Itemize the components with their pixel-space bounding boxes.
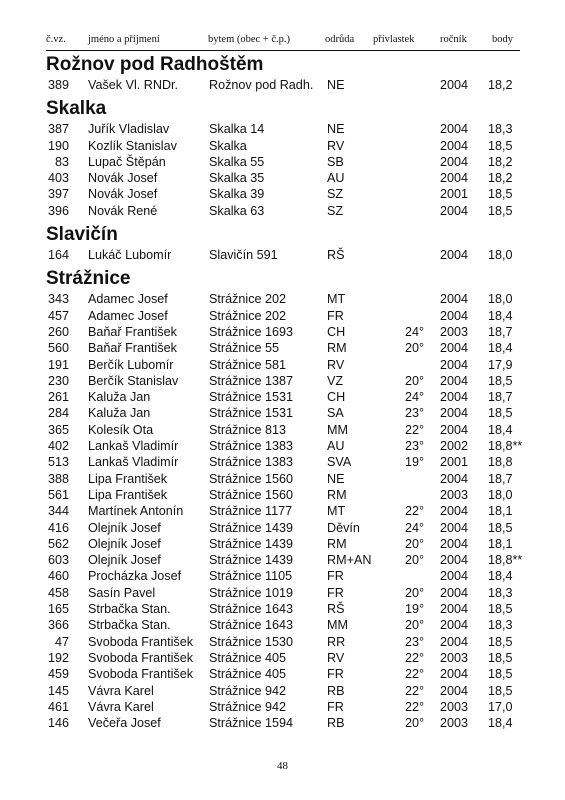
- sample-number: 284: [47, 406, 69, 421]
- variety: FR: [327, 308, 344, 323]
- attribute: 22°: [404, 422, 424, 437]
- sample-number: 561: [47, 487, 69, 502]
- address: Strážnice 1643: [209, 618, 294, 633]
- address: Strážnice 1530: [209, 634, 294, 649]
- sample-number: 461: [47, 699, 69, 714]
- section-title: Rožnov pod Radhoštěm: [46, 54, 264, 75]
- vintage: 2004: [439, 154, 468, 169]
- attribute: 20°: [404, 536, 424, 551]
- attribute: 23°: [404, 406, 424, 421]
- points: 18,5: [488, 203, 513, 218]
- section-title: Slavičín: [46, 224, 118, 246]
- variety: MT: [327, 504, 346, 519]
- table-row: [46, 138, 520, 154]
- variety: FR: [327, 699, 344, 714]
- attribute: 22°: [404, 667, 424, 682]
- address: Strážnice 1439: [209, 536, 294, 551]
- points: 18,8**: [488, 439, 523, 454]
- header-points: body: [492, 34, 513, 45]
- attribute: 22°: [404, 683, 424, 698]
- vintage: 2004: [439, 667, 468, 682]
- grower-name: Olejník Josef: [88, 536, 161, 551]
- vintage: 2004: [439, 171, 468, 186]
- points: 17,9: [488, 357, 513, 372]
- grower-name: Kaluža Jan: [88, 390, 151, 405]
- table-row: [46, 683, 520, 699]
- table-row: [46, 121, 520, 137]
- vintage: 2004: [439, 504, 468, 519]
- sample-number: 365: [47, 422, 69, 437]
- table-row: [46, 715, 520, 731]
- table-row: [46, 291, 520, 307]
- variety: FR: [327, 585, 344, 600]
- header-attribute: přívlastek: [373, 34, 415, 45]
- grower-name: Adamec Josef: [88, 308, 168, 323]
- sample-number: 403: [47, 171, 69, 186]
- points: 18,1: [488, 504, 513, 519]
- vintage: 2003: [439, 699, 468, 714]
- sample-number: 396: [47, 203, 69, 218]
- variety: RM: [327, 487, 347, 502]
- points: 18,4: [488, 422, 513, 437]
- address: Rožnov pod Radh.: [209, 78, 314, 92]
- points: 18,5: [488, 373, 513, 388]
- vintage: 2004: [439, 634, 468, 649]
- grower-name: Olejník Josef: [88, 553, 161, 568]
- points: 18,2: [488, 78, 513, 92]
- points: 18,5: [488, 520, 513, 535]
- variety: FR: [327, 569, 344, 584]
- address: Strážnice 55: [209, 341, 280, 356]
- table-row: [46, 666, 520, 682]
- attribute: 20°: [404, 585, 424, 600]
- header-rule: [46, 50, 520, 51]
- points: 18,5: [488, 667, 513, 682]
- variety: RM+AN: [327, 553, 372, 568]
- sample-number: 145: [47, 683, 69, 698]
- address: Skalka: [209, 138, 247, 153]
- variety: FR: [327, 667, 344, 682]
- points: 18,3: [488, 585, 513, 600]
- vintage: 2001: [439, 455, 468, 470]
- attribute: 20°: [404, 716, 424, 731]
- vintage: 2004: [439, 585, 468, 600]
- address: Strážnice 1177: [209, 504, 293, 519]
- points: 18,4: [488, 341, 513, 356]
- address: Strážnice 1383: [209, 439, 294, 454]
- grower-name: Sasín Pavel: [88, 585, 156, 600]
- table-row: [46, 699, 520, 715]
- column-header: [46, 34, 519, 50]
- sample-number: 366: [47, 618, 69, 633]
- sample-number: 260: [47, 324, 69, 339]
- address: Strážnice 942: [209, 683, 287, 698]
- vintage: 2004: [439, 553, 468, 568]
- vintage: 2004: [439, 203, 468, 218]
- grower-name: Novák Josef: [88, 171, 158, 186]
- vintage: 2004: [439, 406, 468, 421]
- points: 18,5: [488, 187, 513, 202]
- table-row: [46, 601, 520, 617]
- header-variety: odrůda: [325, 34, 355, 45]
- sample-number: 460: [47, 569, 69, 584]
- grower-name: Svoboda František: [88, 650, 194, 665]
- table-row: [46, 634, 520, 650]
- table-row: [46, 340, 520, 356]
- results-table: [46, 52, 523, 731]
- points: 18,7: [488, 390, 513, 405]
- variety: VZ: [327, 373, 344, 388]
- attribute: 19°: [404, 602, 424, 617]
- address: Strážnice 1531: [209, 390, 294, 405]
- grower-name: Vašek Vl. RNDr.: [88, 78, 179, 92]
- sample-number: 343: [47, 292, 69, 307]
- address: Strážnice 202: [209, 308, 287, 323]
- address: Strážnice 1560: [209, 471, 294, 486]
- attribute: 20°: [404, 553, 424, 568]
- table-row: [46, 154, 520, 170]
- table-row: [46, 585, 520, 601]
- address: Strážnice 581: [209, 357, 287, 372]
- address: Strážnice 1594: [209, 716, 294, 731]
- variety: SB: [327, 154, 344, 169]
- attribute: 22°: [404, 699, 424, 714]
- grower-name: Lankaš Vladimír: [88, 439, 179, 454]
- sample-number: 397: [47, 187, 69, 202]
- vintage: 2004: [439, 357, 468, 372]
- variety: AU: [327, 171, 345, 186]
- variety: CH: [327, 324, 346, 339]
- grower-name: Martínek Antonín: [88, 504, 184, 519]
- sample-number: 230: [47, 373, 69, 388]
- variety: RR: [327, 634, 346, 649]
- grower-name: Novák Josef: [88, 187, 158, 202]
- grower-name: Baňař František: [88, 341, 177, 356]
- table-row: [46, 552, 523, 568]
- address: Skalka 35: [209, 171, 265, 186]
- variety: RŠ: [327, 248, 345, 263]
- grower-name: Juřík Vladislav: [88, 122, 170, 137]
- address: Strážnice 1019: [209, 585, 294, 600]
- vintage: 2003: [439, 487, 468, 502]
- sample-number: 192: [47, 650, 69, 665]
- attribute: 23°: [404, 439, 424, 454]
- sample-number: 457: [47, 308, 69, 323]
- address: Strážnice 1560: [209, 487, 294, 502]
- variety: RM: [327, 341, 347, 356]
- address: Strážnice 1531: [209, 406, 294, 421]
- sample-number: 344: [47, 504, 69, 519]
- table-row: [46, 650, 520, 666]
- variety: RV: [327, 650, 345, 665]
- sample-number: 562: [47, 536, 69, 551]
- sample-number: 47: [54, 634, 69, 649]
- table-row: [46, 617, 520, 633]
- grower-name: Svoboda František: [88, 634, 194, 649]
- variety: RV: [327, 138, 345, 153]
- sample-number: 459: [47, 667, 69, 682]
- vintage: 2001: [439, 187, 468, 202]
- variety: RB: [327, 716, 345, 731]
- grower-name: Olejník Josef: [88, 520, 161, 535]
- address: Skalka 63: [209, 203, 265, 218]
- vintage: 2004: [439, 292, 468, 307]
- address: Slavičín 591: [209, 248, 278, 263]
- address: Strážnice 405: [209, 667, 287, 682]
- table-row: [46, 170, 520, 186]
- sample-number: 261: [47, 390, 69, 405]
- grower-name: Adamec Josef: [88, 292, 168, 307]
- address: Strážnice 942: [209, 699, 287, 714]
- sample-number: 513: [47, 455, 69, 470]
- vintage: 2004: [439, 520, 468, 535]
- points: 18,5: [488, 602, 513, 617]
- variety: NE: [327, 78, 345, 92]
- variety: SA: [327, 406, 344, 421]
- address: Strážnice 1439: [209, 520, 294, 535]
- points: 18,5: [488, 406, 513, 421]
- vintage: 2003: [439, 324, 468, 339]
- vintage: 2003: [439, 716, 468, 731]
- points: 18,7: [488, 324, 513, 339]
- address: Strážnice 1439: [209, 553, 294, 568]
- variety: MM: [327, 618, 348, 633]
- grower-name: Strbačka Stan.: [88, 618, 171, 633]
- table-row: [46, 520, 520, 536]
- table-row: [46, 454, 520, 470]
- vintage: 2004: [439, 422, 468, 437]
- points: 18,2: [488, 171, 513, 186]
- points: 18,5: [488, 683, 513, 698]
- points: 18,0: [488, 248, 513, 263]
- vintage: 2002: [439, 439, 468, 454]
- attribute: 22°: [404, 650, 424, 665]
- table-row: [46, 503, 520, 519]
- grower-name: Kaluža Jan: [88, 406, 151, 421]
- table-row: [46, 186, 520, 202]
- variety: AU: [327, 439, 345, 454]
- section-title: Strážnice: [46, 268, 131, 290]
- variety: RV: [327, 357, 345, 372]
- sample-number: 416: [47, 520, 69, 535]
- grower-name: Berčík Lubomír: [88, 357, 174, 372]
- sample-number: 190: [47, 138, 69, 153]
- vintage: 2004: [439, 390, 468, 405]
- variety: SVA: [327, 455, 352, 470]
- vintage: 2004: [439, 78, 468, 92]
- grower-name: Vávra Karel: [88, 699, 154, 714]
- address: Strážnice 1387: [209, 373, 294, 388]
- grower-name: Svoboda František: [88, 667, 194, 682]
- variety: MT: [327, 292, 346, 307]
- sample-number: 389: [47, 78, 69, 92]
- variety: RŠ: [327, 602, 345, 617]
- header-address: bytem (obec + č.p.): [208, 34, 291, 45]
- table-row: [46, 308, 520, 324]
- variety: RM: [327, 536, 347, 551]
- vintage: 2004: [439, 373, 468, 388]
- table-row: [46, 247, 520, 263]
- attribute: 24°: [404, 324, 424, 339]
- points: 18,0: [488, 487, 513, 502]
- grower-name: Vávra Karel: [88, 683, 154, 698]
- sample-number: 165: [47, 602, 69, 617]
- page-number: 48: [277, 760, 288, 772]
- grower-name: Berčík Stanislav: [88, 373, 179, 388]
- header-vintage: ročník: [440, 34, 467, 45]
- table-row: [46, 77, 520, 93]
- vintage: 2004: [439, 471, 468, 486]
- variety: MM: [327, 422, 348, 437]
- points: 18,3: [488, 122, 513, 137]
- table-row: [46, 471, 520, 487]
- address: Strážnice 813: [209, 422, 287, 437]
- vintage: 2004: [439, 683, 468, 698]
- points: 18,2: [488, 154, 513, 169]
- attribute: 19°: [404, 455, 424, 470]
- points: 18,3: [488, 618, 513, 633]
- address: Strážnice 405: [209, 650, 287, 665]
- grower-name: Baňař František: [88, 324, 177, 339]
- vintage: 2004: [439, 536, 468, 551]
- address: Strážnice 202: [209, 292, 287, 307]
- vintage: 2004: [439, 248, 468, 263]
- variety: SZ: [327, 203, 344, 218]
- section-title: Skalka: [46, 98, 107, 120]
- sample-number: 83: [54, 154, 69, 169]
- points: 18,8: [488, 455, 513, 470]
- variety: CH: [327, 390, 346, 405]
- vintage: 2004: [439, 308, 468, 323]
- points: 18,5: [488, 634, 513, 649]
- attribute: 20°: [404, 341, 424, 356]
- vintage: 2004: [439, 122, 468, 137]
- points: 18,5: [488, 138, 513, 153]
- header-name: jméno a příjmení: [88, 34, 160, 45]
- sample-number: 387: [47, 122, 69, 137]
- attribute: 22°: [404, 504, 424, 519]
- points: 18,4: [488, 569, 513, 584]
- sample-number: 560: [47, 341, 69, 356]
- variety: NE: [327, 122, 345, 137]
- vintage: 2003: [439, 650, 468, 665]
- points: 18,8**: [488, 553, 523, 568]
- table-row: [46, 357, 520, 373]
- address: Strážnice 1643: [209, 602, 294, 617]
- table-row: [46, 438, 523, 454]
- grower-name: Novák René: [88, 203, 158, 218]
- grower-name: Lankaš Vladimír: [88, 455, 179, 470]
- points: 18,4: [488, 308, 513, 323]
- address: Skalka 55: [209, 154, 265, 169]
- vintage: 2004: [439, 569, 468, 584]
- table-row: [46, 405, 520, 421]
- attribute: 20°: [404, 373, 424, 388]
- grower-name: Lipa František: [88, 487, 168, 502]
- vintage: 2004: [439, 341, 468, 356]
- variety: SZ: [327, 187, 344, 202]
- attribute: 24°: [404, 520, 424, 535]
- points: 18,4: [488, 716, 513, 731]
- address: Strážnice 1383: [209, 455, 294, 470]
- attribute: 24°: [404, 390, 424, 405]
- variety: RB: [327, 683, 345, 698]
- vintage: 2004: [439, 138, 468, 153]
- table-row: [46, 389, 520, 405]
- grower-name: Lukáč Lubomír: [88, 248, 172, 263]
- address: Skalka 39: [209, 187, 265, 202]
- grower-name: Procházka Josef: [88, 569, 182, 584]
- variety: NE: [327, 471, 345, 486]
- grower-name: Večeřa Josef: [88, 716, 161, 731]
- points: 17,0: [488, 699, 513, 714]
- sample-number: 191: [47, 357, 69, 372]
- table-row: [46, 203, 520, 219]
- points: 18,5: [488, 650, 513, 665]
- sample-number: 402: [47, 439, 69, 454]
- table-row: [46, 536, 520, 552]
- sample-number: 164: [47, 248, 69, 263]
- points: 18,1: [488, 536, 513, 551]
- table-row: [46, 373, 520, 389]
- table-row: [46, 422, 520, 438]
- variety: Děvín: [327, 520, 360, 535]
- grower-name: Lupač Štěpán: [88, 154, 166, 169]
- points: 18,0: [488, 292, 513, 307]
- table-row: [46, 324, 520, 340]
- points: 18,7: [488, 471, 513, 486]
- table-row: [46, 568, 520, 584]
- address: Skalka 14: [209, 122, 265, 137]
- vintage: 2004: [439, 618, 468, 633]
- sample-number: 458: [47, 585, 69, 600]
- grower-name: Kozlík Stanislav: [88, 138, 177, 153]
- sample-number: 603: [47, 553, 69, 568]
- grower-name: Kolesík Ota: [88, 422, 154, 437]
- header-sample-number: č.vz.: [46, 34, 66, 45]
- table-row: [46, 487, 520, 503]
- address: Strážnice 1693: [209, 324, 294, 339]
- attribute: 23°: [404, 634, 424, 649]
- grower-name: Strbačka Stan.: [88, 602, 171, 617]
- grower-name: Lipa František: [88, 471, 168, 486]
- sample-number: 388: [47, 471, 69, 486]
- attribute: 20°: [404, 618, 424, 633]
- sample-number: 146: [47, 716, 69, 731]
- vintage: 2004: [439, 602, 468, 617]
- address: Strážnice 1105: [209, 569, 293, 584]
